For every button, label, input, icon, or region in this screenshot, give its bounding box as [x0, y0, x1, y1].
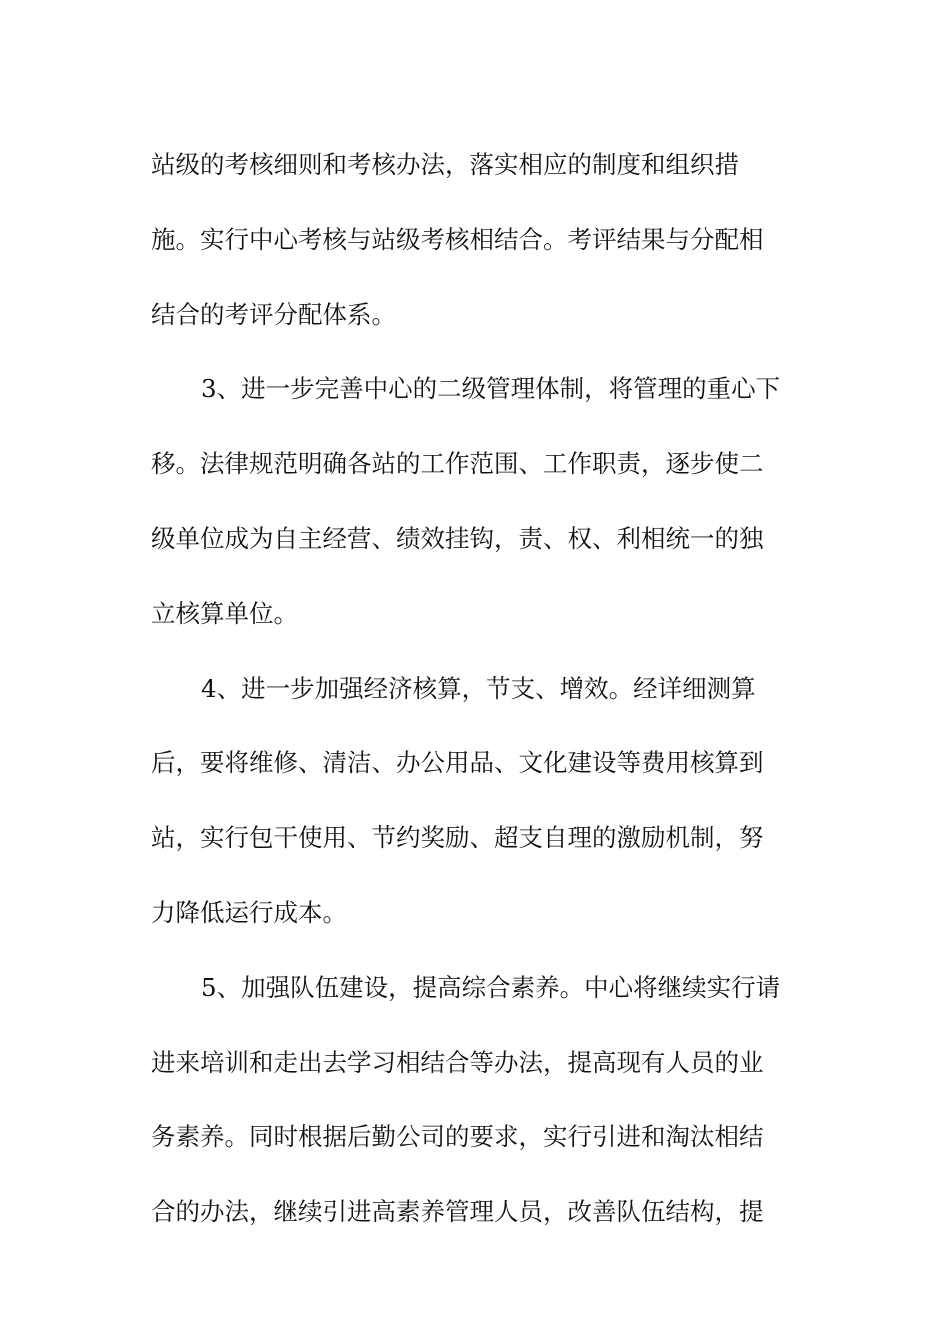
- text-line: 结合的考评分配体系。: [151, 299, 396, 329]
- text-line: 后，要将维修、清洁、办公用品、文化建设等费用核算到: [151, 748, 764, 778]
- paragraph-item-3: [151, 352, 811, 651]
- text-line: 移。法律规范明确各站的工作范围、工作职责，逐步使二: [151, 449, 764, 479]
- text-line: 3、进一步完善中心的二级管理体制，将管理的重心下: [201, 374, 781, 404]
- text-line: 5、加强队伍建设，提高综合素养。中心将继续实行请: [201, 972, 781, 1002]
- paragraph-item-4: [151, 652, 811, 951]
- text-line: 力降低运行成本。: [151, 897, 347, 927]
- text-line: 施。实行中心考核与站级考核相结合。考评结果与分配相: [151, 224, 764, 254]
- text-line: 4、进一步加强经济核算，节支、增效。经详细测算: [201, 673, 756, 703]
- document-body: [151, 128, 811, 1250]
- paragraph-assessment-system: [151, 128, 811, 352]
- text-line: 立核算单位。: [151, 598, 298, 628]
- text-line: 进来培训和走出去学习相结合等办法，提高现有人员的业: [151, 1047, 764, 1077]
- text-line: 务素养。同时根据后勤公司的要求，实行引进和淘汰相结: [151, 1122, 764, 1152]
- text-line: 站，实行包干使用、节约奖励、超支自理的激励机制，努: [151, 823, 764, 853]
- text-line: 站级的考核细则和考核办法，落实相应的制度和组织措: [151, 150, 739, 179]
- text-line: 合的办法，继续引进高素养管理人员，改善队伍结构，提: [151, 1197, 764, 1227]
- paragraph-item-5: [151, 951, 811, 1250]
- text-line: 级单位成为自主经营、绩效挂钩，责、权、利相统一的独: [151, 523, 764, 553]
